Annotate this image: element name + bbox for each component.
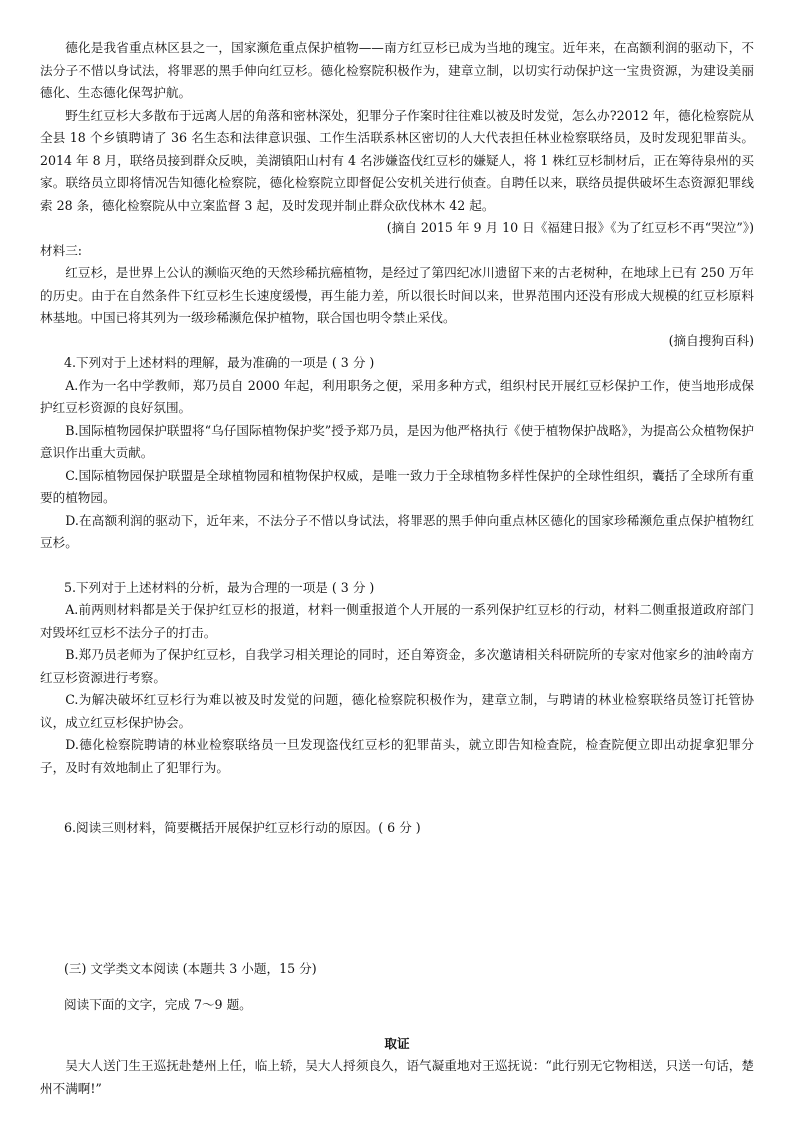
question-4-option-a: A.作为一名中学教师，郑乃员自 2000 年起，利用职务之便，采用多种方式，组织村民开展红豆杉保护工作，使当地形成保护红豆杉资源的良好氛围。 [40,377,754,415]
question-4-option-b: B.国际植物园保护联盟将“乌仔国际植物保护奖”授予郑乃员，是因为他严格执行《使于植物保护战略》，为提高公众植物保护意识作出重大贡献。 [40,422,754,460]
material3-source: (摘自搜狗百科) [668,332,754,348]
question-5-option-a: A.前两则材料都是关于保护红豆杉的报道，材料一侧重报道个人开展的一系列保护红豆杉的行动，材料二侧重报道政府部门对毁坏红豆杉不法分子的打击。 [40,602,754,640]
question-5-option-d: D.德化检察院聘请的林业检察联络员一旦发现盗伐红豆杉的犯罪苗头，就立即告知检查院，检查院便立即出动捉拿犯罪分子，及时有效地制止了犯罪行为。 [40,737,754,775]
spacer [40,779,754,817]
material3-label: 材料三: [40,242,83,258]
spacer [40,555,754,577]
section-3-heading: (三) 文学类文本阅读 (本题共 3 小题，15 分) [64,960,317,976]
question-4-stem: 4.下列对于上述材料的理解，最为准确的一项是 ( 3 分 ) [64,355,375,370]
spacer [40,1017,754,1033]
question-5-option-c: C.为解决破坏红豆杉行为难以被及时发觉的问题，德化检察院积极作为，建章立制，与聘请的林业检察联络员签订托管协议，成立红豆杉保护协会。 [40,692,754,730]
story-title: 取证 [384,1035,410,1051]
answer-space [40,840,754,958]
material2-source: (摘自 2015 年 9 月 10 日《福建日报》《为了红豆杉不再“哭泣”》) [386,220,754,235]
story-paragraph-1: 吴大人送门生王巡抚赴楚州上任，临上轿，吴大人捋须良久，语气凝重地对王巡抚说：“此行别无它物相送，只送一句话，楚州不满啊!” [40,1058,754,1096]
section-3-instruction: 阅读下面的文字，完成 7～9 题。 [64,997,252,1012]
question-4-option-c: C.国际植物园保护联盟是全球植物园和植物保护权威，是唯一致力于全球植物多样性保护的全球性组织，囊括了全球所有重要的植物园。 [40,467,754,505]
spacer [40,980,754,994]
question-5-option-b: B.郑乃员老师为了保护红豆杉，自我学习相关理论的同时，还自筹资金，多次邀请相关科研院所的专家对他家乡的油岭南方红豆杉资源进行考察。 [40,647,754,685]
material3-paragraph-1: 红豆杉，是世界上公认的濒临灭绝的天然珍稀抗癌植物，是经过了第四纪冰川遗留下来的古老树种，在地球上已有 250 万年的历史。由于在自然条件下红豆杉生长速度缓慢，再生能力差，所以很长时间以来，世界范围内还没有形成大规模的红豆杉原料林基地。中国已将其列为一级珍稀濒危保护植物，联合国也明令禁止采伐。 [40,265,754,325]
question-5-stem: 5.下列对于上述材料的分析，最为合理的一项是 ( 3 分 ) [64,579,375,595]
question-6-stem: 6.阅读三则材料，简要概括开展保护红豆杉行动的原因。( 6 分 ) [64,820,421,835]
material2-paragraph-1: 德化是我省重点林区县之一，国家濒危重点保护植物——南方红豆杉已成为当地的瑰宝。近年来，在高额利润的驱动下，不法分子不惜以身试法，将罪恶的黑手伸向红豆杉。德化检察院积极作为，建章立制，以切实行动保护这一宝贵资源，为建设美丽德化、生态德化保驾护航。 [40,40,754,100]
material2-paragraph-2: 野生红豆杉大多散布于远离人居的角落和密林深处，犯罪分子作案时往往难以被及时发觉，怎么办?2012 年，德化检察院从全县 18 个乡镇聘请了 36 名生态和法律意识强、工作生活联系林区密切的人大代表担任林业检察联络员，及时发现犯罪苗头。2014 年 8 月，联络员接到群众反映，美湖镇阳山村有 4 名涉嫌盗伐红豆杉的嫌疑人，将 1 株红豆杉制材后，正在筹待泉州的买家。联络员立即将情况告知德化检察院，德化检察院立即督促公安机关进行侦查。自聘任以来，联络员提供破坏生态资源犯罪线索 28 条，德化检察院从中立案监督 3 起，及时发现并制止群众砍伐林木 42 起。 [40,107,754,213]
question-4-option-d: D.在高额利润的驱动下，近年来，不法分子不惜以身试法，将罪恶的黑手伸向重点林区德化的国家珍稀濒危重点保护植物红豆杉。 [40,512,754,550]
